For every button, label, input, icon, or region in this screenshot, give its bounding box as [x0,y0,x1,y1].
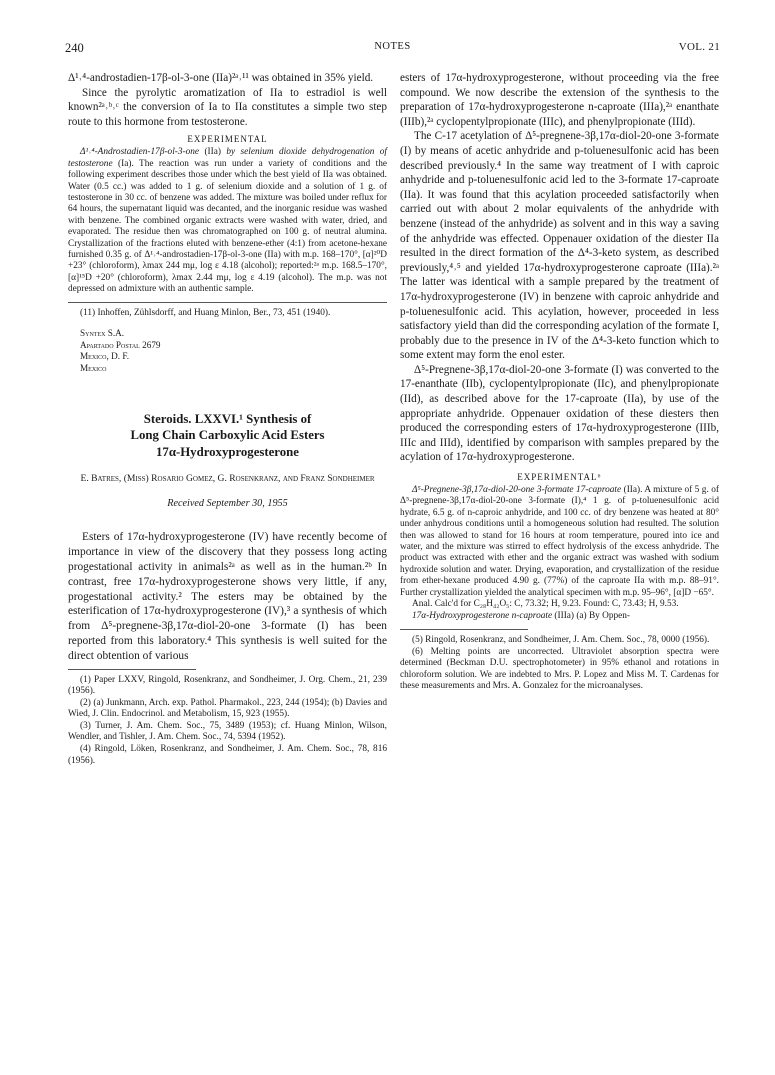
received-date: Received September 30, 1955 [167,498,288,510]
address-line: Mexico [80,363,107,374]
experimental-compound: (IIa) [199,147,227,158]
right-paragraph-2: The C-17 acetylation of Δ⁵-pregnene-3β,17α-diol-20-one 3-formate (I) by means of acetic anhydride and p-toluenesulfonic acid has been described previously.⁴ In the same way treatment of I with caproic anhydride and p-toluenesulfonic acid led to the 3-formate 17-caproate (IIa). It was found that this acylation proceeded satisfactorily when carried out with about 2 molar equivalents of the anhydride with benzene (instead of the anhydride) as solvent and in this way a saving of the anhydride was effected. Oppenauer oxidation of the diester IIa resulted in the direct formation of the Δ⁴-3-keto system, as described previously,⁴˒⁵ and yielded 17α-hydroxyprogesterone caproate (IIIa).²ᵃ The latter was identical with a sample prepared by the treatment of 17α-hydroxyprogesterone (IV) in benzene with caproic anhydride and p-toluenesulfonic acid. This acylation, however, proceeded in less satisfactory yield than did the corresponding acylation of the formate I, probably due to the presence in IV of the Δ⁴-3-keto function which to some extent may form the enol ester. [400,130,719,362]
article-title-line: 17α-Hydroxyprogesterone [156,444,299,459]
footnote-6: (6) Melting points are uncorrected. Ultraviolet absorption spectra were determined (Beckman D.U. spectrophotometer) in 95% ethanol and rotations in chloroform solution. We are indebted to Mrs. P. Lopez and Miss M. T. Cardenas for these measurements and Mrs. A. Gonzalez for the microanalyses. [400,646,719,692]
address-line: Syntex S.A. [80,328,125,339]
experimental-caproate-text [400,485,719,599]
left-column [68,71,387,767]
address-line: Apartado Postal 2679 [80,339,161,350]
article-title-line: Steroids. LXXVI.¹ Synthesis of [143,411,312,426]
address-block [68,328,387,374]
article-title-line: Long Chain Carboxylic Acid Esters [130,428,325,443]
footnote-3: (3) Turner, J. Am. Chem. Soc., 75, 3489 (1953); cf. Huang Minlon, Wilson, Wendler, and Tishler, J. Am. Chem. Soc., 74, 5394 (1952). [68,720,387,743]
footnote-1: (1) Paper LXXV, Ringold, Rosenkranz, and Sondheimer, J. Org. Chem., 21, 239 (1956). [68,674,387,697]
experimental-heading: EXPERIMENTAL⁶ [517,472,602,483]
footnote-divider [68,669,196,670]
experimental-text [68,147,387,295]
volume-label: VOL. 21 [678,41,720,53]
experimental-caproate-body: (IIa). A mixture of 5 g. of Δ⁵-pregnene-3β,17α-diol-20-one 3-formate (I),⁴ 1 g. of p-toluenesulfonic acid hydrate, 6.5 g. of n-caproic anhydride, and 100 cc. of dry benzene was heated at 80° under anhydrous conditions until a homogeneous solution had resulted. The solution then was allowed to stand for 16 hours at room temperature, poured into ice and water, and the mixture was stirred to effect hydrolysis of the excess anhydride. The product was extracted with ether and the organic extract was washed with sodium hydroxide solution and water. Drying, evaporation, and crystallization of the residue from ether-hexane produced 4.90 g. (77%) of the caproate IIa with m.p. 88–91°. Further crystallization yielded the analytical specimen with m.p. 95–96°, [α]D −65°. [400,485,719,598]
footnote-divider [400,629,528,630]
right-paragraph-1: esters of 17α-hydroxyprogesterone, without proceeding via the free compound. We now describe the extension of the synthesis to the preparation of 17α-hydroxyprogesterone n-caproate (IIIa),²ᵃ enanthate (IIIb),²ᵃ cyclopentylpropionate (IIIc), and phenylpropionate (IIId). [400,72,719,128]
experimental-iiia-text [400,611,719,622]
experimental-iiia-body: (IIIa) (a) By Oppen- [552,610,631,621]
page-header [65,41,720,57]
right-paragraph-3: Δ⁵-Pregnene-3β,17α-diol-20-one 3-formate (I) was converted to the 17-enanthate (IIb), cyclopentylpropionate (IIc), and phenylpropionate (IId), as described above for the 17-caproate (IIa), by use of the appropriate anhydride. Oppenauer oxidation of these diesters then produced the corresponding esters of 17α-hydroxyprogesterone (IIIb, IIIc and IIId), identified by comparison with samples prepared by the acylation of 17α-hydroxyprogesterone. [400,363,719,464]
analysis-line: Anal. Calc'd for C₂₈H₄₂O₅: C, 73.32; H, 9.23. Found: C, 73.43; H, 9.53. [412,599,679,610]
experimental-iiia-title: 17α-Hydroxyprogesterone n-caproate [412,610,553,621]
footnote-2: (2) (a) Junkmann, Arch. exp. Pathol. Pharmakol., 223, 244 (1954); (b) Davies and Wied, J. Clin. Endocrinol. and Metabolism, 15, 923 (1955). [68,697,387,720]
running-title: NOTES [374,41,411,52]
introduction-paragraph: Esters of 17α-hydroxyprogesterone (IV) have recently become of importance in view of the discovery that they possess long acting progestational activity in animals²ᵃ as well as in the human.²ᵇ In contrast, free 17α-hydroxyprogesterone shows very little, if any, progestational activity.² The esters may be obtained by the esterification of 17α-hydroxyprogesterone (IV),³ a synthesis of which from Δ⁵-pregnene-3β,17α-diol-20-one 3-formate (I) has been reported from this laboratory.⁴ This synthesis is well suited for the direct obtention of various [68,531,387,662]
experimental-heading: EXPERIMENTAL [187,134,268,145]
experimental-method: by selenium dioxide dehydrogenation of testosterone [68,147,387,169]
left-paragraph-1: Δ¹˒⁴-androstadien-17β-ol-3-one (IIa)²ᵃ˒¹¹ was obtained in 35% yield. [68,72,374,84]
experimental-title: Δ¹˒⁴-Androstadien-17β-ol-3-one [80,147,200,158]
footnote-11: (11) Inhoffen, Zühlsdorff, and Huang Minlon, Ber., 73, 451 (1940). [80,307,331,318]
experimental-body: (Ia). The reaction was run under a variety of conditions and the following experiment describes those under which the best yield of IIa was obtained. Water (0.5 cc.) was added to 1 g. of selenium dioxide and a solution of 1 g. of testosterone in 30 cc. of benzene was added. The mixture was boiled under reflux for 64 hours, the supernatant liquid was decanted, and the inorganic residue was washed with benzene. The combined organic extracts were washed with water, dried, and evaporated. The residue then was chromatographed on 100 g. of neutral alumina. Crystallization of the fractions eluted with benzene-ether (4:1) from acetone-hexane furnished 0.35 g. of Δ¹˒⁴-androstadien-17β-ol-3-one (IIa) with m.p. 168–170°, [α]²⁰D +23° (chloroform), λmax 244 mμ, log ε 4.18 (alcohol); reported:²ᵃ m.p. 168.5–170°, [α]¹⁵D +20° (chloroform), λmax 2.44 mμ, log ε 4.19 (alcohol). The m.p. was not depressed on admixture with an authentic sample. [68,158,387,295]
address-line: Mexico, D. F. [80,351,129,362]
right-column [400,71,719,693]
experimental-caproate-title: Δ⁵-Pregnene-3β,17α-diol-20-one 3-formate 17-caproate [412,485,622,496]
left-paragraph-2: Since the pyrolytic aromatization of IIa to estradiol is well known²ᵃ˒ᵇ˒ᶜ the conversion of Ia to IIa constitutes a simple two step route to this hormone from testosterone. [68,86,387,128]
footnote-4: (4) Ringold, Löken, Rosenkranz, and Sondheimer, J. Am. Chem. Soc., 78, 816 (1956). [68,744,387,766]
footnote-5: (5) Ringold, Rosenkranz, and Sondheimer, J. Am. Chem. Soc., 78, 0000 (1956). [412,634,710,645]
article-title [68,411,387,461]
article-authors: E. Batres, (Miss) Rosario Gomez, G. Rosenkranz, and Franz Sondheimer [80,473,375,485]
footnote-divider [68,302,387,303]
page-number: 240 [65,41,84,55]
